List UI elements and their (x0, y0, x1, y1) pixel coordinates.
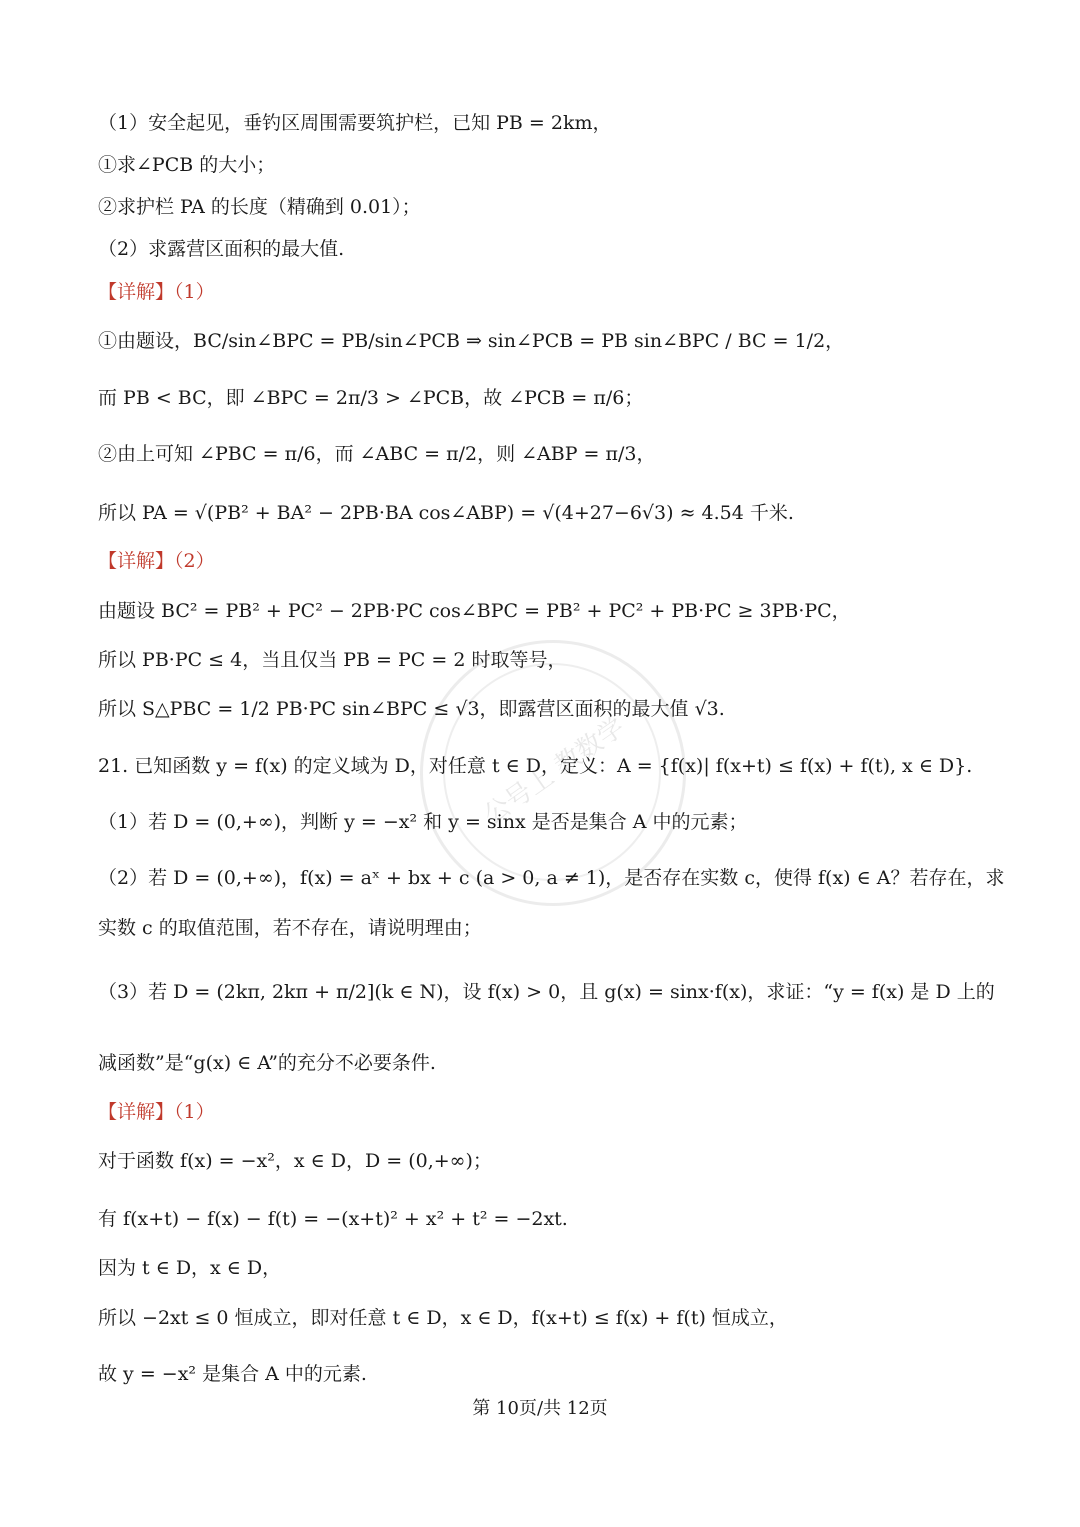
solution-step-11: 所以 −2xt ≤ 0 恒成立，即对任意 t ∈ D，x ∈ D，f(x+t) ≤ f(x) + f(t) 恒成立， (98, 1307, 788, 1329)
problem-21-part-2: （2）若 D = (0,+∞)，f(x) = aˣ + bx + c (a > 0, a ≠ 1)，是否存在实数 c，使得 f(x) ∈ A？若存在，求 (98, 867, 1005, 889)
question-1-part-2: ②求护栏 PA 的长度（精确到 0.01）； (98, 196, 421, 218)
solution-step-4: 所以 PA = √(PB² + BA² − 2PB·BA cos∠ABP) = √(4+27−6√3) ≈ 4.54 千米. (98, 502, 794, 524)
solution-step-8: 对于函数 f(x) = −x²，x ∈ D，D = (0,+∞)； (98, 1150, 492, 1172)
problem-21-part-3-cont: 减函数”是“g(x) ∈ A”的充分不必要条件. (98, 1052, 436, 1074)
solution-step-6: 所以 PB·PC ≤ 4，当且仅当 PB = PC = 2 时取等号， (98, 649, 567, 671)
question-2-text: （2）求露营区面积的最大值. (98, 238, 345, 260)
problem-21-part-1: （1）若 D = (0,+∞)，判断 y = −x² 和 y = sinx 是否是集合 A 中的元素； (98, 811, 748, 833)
solution-step-3: ②由上可知 ∠PBC = π/6，而 ∠ABC = π/2，则 ∠ABP = π/3， (98, 443, 656, 465)
watermark-text: 公号上 教数学 (478, 712, 631, 831)
problem-21-part-2-cont: 实数 c 的取值范围，若不存在，请说明理由； (98, 917, 482, 939)
solution-heading-3: 【详解】（1） (98, 1101, 215, 1123)
problem-21-stem: 21. 已知函数 y = f(x) 的定义域为 D，对任意 t ∈ D，定义：A = {f(x)| f(x+t) ≤ f(x) + f(t), x ∈ D}. (98, 755, 973, 777)
page-footer: 第 10页/共 12页 (472, 1398, 608, 1419)
solution-step-1: ①由题设，BC/sin∠BPC = PB/sin∠PCB ⇒ sin∠PCB = PB sin∠BPC / BC = 1/2， (98, 330, 845, 352)
solution-step-12: 故 y = −x² 是集合 A 中的元素. (98, 1363, 367, 1385)
solution-step-9: 有 f(x+t) − f(x) − f(t) = −(x+t)² + x² + t² = −2xt. (98, 1208, 568, 1230)
question-1-text: （1）安全起见，垂钓区周围需要筑护栏，已知 PB = 2km， (98, 112, 612, 134)
question-1-part-1: ①求∠PCB 的大小； (98, 154, 276, 176)
problem-21-part-3: （3）若 D = (2kπ, 2kπ + π/2](k ∈ N)，设 f(x) > 0，且 g(x) = sinx·f(x)，求证：“y = f(x) 是 D 上的 (98, 981, 995, 1003)
solution-step-5: 由题设 BC² = PB² + PC² − 2PB·PC cos∠BPC = PB² + PC² + PB·PC ≥ 3PB·PC， (98, 600, 851, 622)
solution-step-2: 而 PB < BC，即 ∠BPC = 2π/3 > ∠PCB，故 ∠PCB = π/6； (98, 387, 644, 409)
solution-step-7: 所以 S△PBC = 1/2 PB·PC sin∠BPC ≤ √3，即露营区面积的最大值 √3. (98, 698, 725, 720)
solution-step-10: 因为 t ∈ D，x ∈ D， (98, 1257, 282, 1279)
solution-heading-2: 【详解】（2） (98, 550, 215, 572)
solution-heading-1: 【详解】（1） (98, 281, 215, 303)
